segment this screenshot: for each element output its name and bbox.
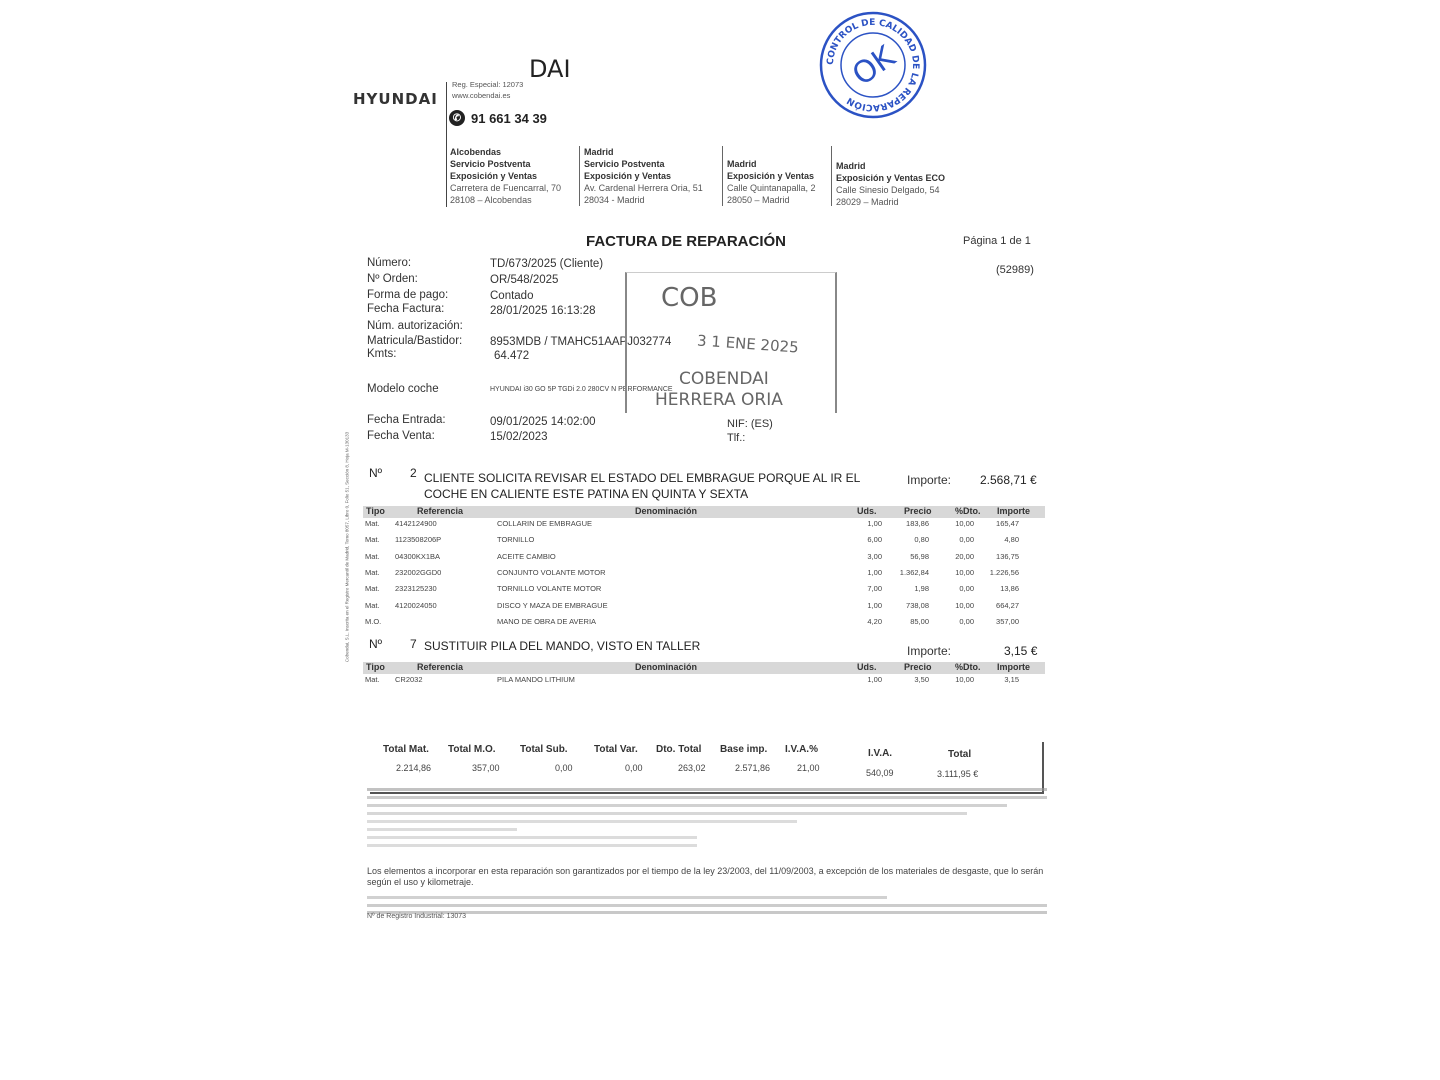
nif-label: NIF: (ES)	[727, 418, 773, 430]
importe-label: Importe:	[907, 473, 952, 487]
cell-dto: 0,00	[959, 584, 974, 594]
cell-tipo: Mat.	[365, 551, 380, 561]
fine-print-line	[367, 911, 1047, 914]
total-dto-label: Dto. Total	[656, 744, 702, 755]
fine-print-line	[367, 904, 1047, 907]
cell-denominacion: TORNILLO	[497, 535, 535, 545]
cell-dto: 10,00	[955, 600, 974, 610]
fine-print-line	[367, 788, 1047, 791]
cell-precio: 3,50	[914, 675, 929, 684]
phone-icon: ✆	[449, 110, 465, 126]
total-mo-value: 357,00	[472, 763, 500, 773]
field-value: 8953MDB / TMAHC51AAPJ032774	[490, 336, 672, 348]
stamp-ring-text: CONTROL DE CALIDAD DE LA REPARACIÓN	[825, 17, 921, 113]
fine-print-line	[367, 812, 967, 815]
cell-tipo: Mat.	[365, 600, 380, 610]
cell-tipo: Mat.	[365, 675, 380, 684]
col-dto: %Dto.	[955, 506, 981, 516]
entrada-label: Fecha Entrada:	[367, 414, 446, 426]
cell-uds: 7,00	[867, 584, 882, 594]
received-stamp-line2: COBENDAI	[679, 369, 769, 389]
cell-importe: 4,80	[1004, 535, 1019, 545]
cell-precio: 56,98	[910, 551, 929, 561]
received-stamp-line1: COB	[661, 283, 718, 313]
received-stamp-line3: HERRERA ORIA	[655, 390, 783, 410]
fine-print-line	[367, 828, 517, 831]
cell-uds: 4,20	[867, 616, 882, 626]
field-value: TD/673/2025 (Cliente)	[490, 258, 604, 270]
received-stamp	[625, 272, 837, 413]
invoice-code: (52989)	[996, 264, 1034, 276]
cell-uds: 1,00	[867, 519, 882, 528]
fine-print-line	[367, 896, 887, 899]
stamp-ok-text: OK	[846, 39, 902, 93]
table-row	[363, 566, 1045, 580]
branch-1: Alcobendas Servicio Postventa Exposición y Ventas Carretera de Fuencarral, 70 28108 – Alcobendas	[450, 147, 562, 205]
cell-dto: 10,00	[955, 567, 974, 577]
invoice-title: FACTURA DE REPARACIÓN	[586, 233, 787, 250]
branch-divider	[579, 146, 580, 206]
cell-referencia: 2323125230	[395, 584, 437, 594]
branch-4: Madrid Exposición y Ventas ECO Calle Sinesio Delgado, 54 28029 – Madrid	[836, 161, 946, 207]
field-value: 64.472	[494, 350, 530, 362]
venta-value: 15/02/2023	[490, 431, 548, 443]
cell-referencia: 4120024050	[395, 600, 437, 610]
cell-denominacion: MANO DE OBRA DE AVERIA	[497, 616, 597, 626]
field-label: Fecha Factura:	[367, 303, 445, 315]
iva-label: I.V.A.	[868, 748, 893, 759]
col-precio: Precio	[904, 506, 932, 516]
col-tipo: Tipo	[366, 662, 385, 672]
branch-divider	[831, 146, 832, 206]
cell-dto: 0,00	[959, 616, 974, 626]
field-value: Contado	[490, 290, 534, 302]
cell-dto: 10,00	[955, 519, 974, 528]
warranty-text: Los elementos a incorporar en esta reparación son garantizados por el tiempo de la ley 23/2003, del 11/09/2003, a excepción de los materiales de desgaste, que lo serán según el uso y kilometraje.	[367, 866, 1044, 887]
section-number-label: Nº	[369, 637, 383, 651]
cell-referencia: 232002GGD0	[395, 567, 442, 577]
received-stamp-date: 3 1 ENE 2025	[696, 331, 800, 357]
cell-dto: 20,00	[955, 551, 974, 561]
dealer-web: www.cobendai.es	[452, 91, 511, 100]
cell-denominacion: TORNILLO VOLANTE MOTOR	[497, 584, 602, 594]
cell-uds: 1,00	[867, 567, 882, 577]
section-description: SUSTITUIR PILA DEL MANDO, VISTO EN TALLER	[424, 639, 701, 653]
col-referencia: Referencia	[417, 506, 464, 516]
cell-dto: 10,00	[955, 675, 974, 684]
total-mat-value: 2.214,86	[396, 763, 432, 773]
iva-pct-value: 21,00	[797, 763, 820, 773]
header-divider	[446, 82, 447, 207]
modelo-label: Modelo coche	[367, 383, 439, 395]
cell-uds: 1,00	[867, 675, 882, 684]
table-row	[363, 615, 1045, 629]
branch-3: Madrid Exposición y Ventas Calle Quintanapalla, 2 28050 – Madrid	[727, 159, 816, 205]
cell-referencia: 1123508206P	[395, 535, 442, 545]
field-label: Nº Orden:	[367, 273, 418, 285]
col-uds: Uds.	[857, 506, 877, 516]
section-number-label: Nº	[369, 466, 383, 480]
col-importe: Importe	[997, 506, 1031, 516]
cell-uds: 3,00	[867, 551, 882, 561]
cell-tipo: Mat.	[365, 535, 380, 545]
field-label: Matricula/Bastidor:	[367, 335, 463, 347]
cell-precio: 1,98	[914, 584, 929, 594]
iva-pct-label: I.V.A.%	[785, 744, 818, 755]
total-sub-label: Total Sub.	[520, 744, 568, 755]
col-uds: Uds.	[857, 662, 877, 672]
field-label: Número:	[367, 257, 412, 269]
cell-precio: 1.362,84	[899, 567, 929, 577]
col-denominacion: Denominación	[635, 506, 698, 516]
total-mat-label: Total Mat.	[383, 744, 429, 755]
dealer-phone	[449, 110, 547, 126]
phone-number: 91 661 34 39	[471, 110, 547, 126]
field-label: Kmts:	[367, 348, 397, 360]
modelo-value: HYUNDAI i30 GO 5P TGDi 2.0 280CV N PERFORMANCE	[490, 386, 673, 393]
field-value: OR/548/2025	[490, 274, 559, 286]
cell-importe: 165,47	[996, 519, 1019, 528]
cell-importe: 664,27	[996, 600, 1019, 610]
cell-denominacion: ACEITE CAMBIO	[497, 551, 556, 561]
total-value: 3.111,95 €	[937, 769, 979, 779]
total-dto-value: 263,02	[678, 763, 706, 773]
registry-number: Nº de Registro Industrial: 13073	[367, 913, 467, 920]
table-row	[363, 582, 1045, 596]
fine-print-line	[367, 820, 797, 823]
col-importe: Importe	[997, 662, 1031, 672]
table-row	[363, 533, 1045, 547]
cell-tipo: Mat.	[365, 567, 380, 577]
cell-dto: 0,00	[959, 535, 974, 545]
col-tipo: Tipo	[366, 506, 385, 516]
cell-importe: 13,86	[1000, 584, 1019, 594]
table-row	[363, 517, 1045, 531]
iva-value: 540,09	[866, 768, 894, 778]
total-mo-label: Total M.O.	[448, 744, 496, 755]
cell-denominacion: COLLARIN DE EMBRAGUE	[497, 519, 593, 528]
cell-tipo: M.O.	[365, 616, 382, 626]
dealer-reg-line: Reg. Especial: 12073	[452, 80, 524, 89]
hyundai-logo: HYUNDAI	[353, 90, 438, 108]
fine-print-line	[367, 836, 697, 839]
cell-importe: 357,00	[996, 616, 1019, 626]
section-number: 2	[410, 466, 417, 480]
total-sub-value: 0,00	[555, 763, 573, 773]
col-precio: Precio	[904, 662, 932, 672]
importe-value: 3,15 €	[1004, 644, 1038, 658]
fine-print-line	[367, 844, 697, 847]
cell-importe: 136,75	[996, 551, 1019, 561]
col-referencia: Referencia	[417, 662, 464, 672]
cell-referencia: CR2032	[395, 675, 423, 684]
cell-precio: 85,00	[910, 616, 929, 626]
page-indicator: Página 1 de 1	[963, 235, 1031, 247]
quality-ok-stamp	[818, 10, 928, 120]
branch-2: Madrid Servicio Postventa Exposición y Ventas Av. Cardenal Herrera Oria, 51 28034 - Madrid	[584, 147, 703, 205]
cell-precio: 0,80	[914, 535, 929, 545]
table-row	[363, 673, 1045, 687]
total-var-label: Total Var.	[594, 744, 638, 755]
total-label: Total	[948, 749, 972, 760]
fine-print-line	[367, 804, 1007, 807]
venta-label: Fecha Venta:	[367, 430, 435, 442]
table-row	[363, 550, 1045, 564]
section-number: 7	[410, 637, 417, 651]
field-label: Forma de pago:	[367, 289, 449, 301]
tlf-label: Tlf.:	[727, 432, 746, 444]
base-imp-label: Base imp.	[720, 744, 768, 755]
col-dto: %Dto.	[955, 662, 981, 672]
entrada-value: 09/01/2025 14:02:00	[490, 416, 596, 428]
cell-uds: 6,00	[867, 535, 882, 545]
col-denominacion: Denominación	[635, 662, 698, 672]
cell-referencia: 04300KX1BA	[395, 551, 441, 561]
cell-denominacion: DISCO Y MAZA DE EMBRAGUE	[497, 600, 608, 610]
total-var-value: 0,00	[625, 763, 643, 773]
cell-referencia: 4142124900	[395, 519, 437, 528]
cell-uds: 1,00	[867, 600, 882, 610]
cell-precio: 738,08	[906, 600, 929, 610]
branch-divider	[722, 146, 723, 206]
dealer-logo-text: DAI	[529, 55, 571, 83]
section-description: CLIENTE SOLICITA REVISAR EL ESTADO DEL EMBRAGUE PORQUE AL IR EL COCHE EN CALIENTE ESTE PATINA EN QUINTA Y SEXTA	[424, 471, 860, 501]
cell-tipo: Mat.	[365, 519, 380, 528]
field-label: Núm. autorización:	[367, 320, 463, 332]
importe-value: 2.568,71 €	[980, 473, 1037, 487]
cell-importe: 1.226,56	[989, 567, 1019, 577]
cell-precio: 183,86	[906, 519, 929, 528]
table-row	[363, 599, 1045, 613]
field-value: 28/01/2025 16:13:28	[490, 305, 596, 317]
fine-print-line	[367, 796, 1047, 799]
cell-denominacion: CONJUNTO VOLANTE MOTOR	[497, 567, 606, 577]
importe-label: Importe:	[907, 644, 952, 658]
base-imp-value: 2.571,86	[735, 763, 771, 773]
registry-note: Cobendai, S.L. Inscrita en el Registro Mercantil de Madrid, Tomo 8057, Libro 0, Folio 51, Sección 8, Hoja M-130133	[344, 431, 350, 663]
cell-importe: 3,15	[1004, 675, 1019, 684]
cell-denominacion: PILA MANDO LITHIUM	[497, 675, 575, 684]
cell-tipo: Mat.	[365, 584, 380, 594]
